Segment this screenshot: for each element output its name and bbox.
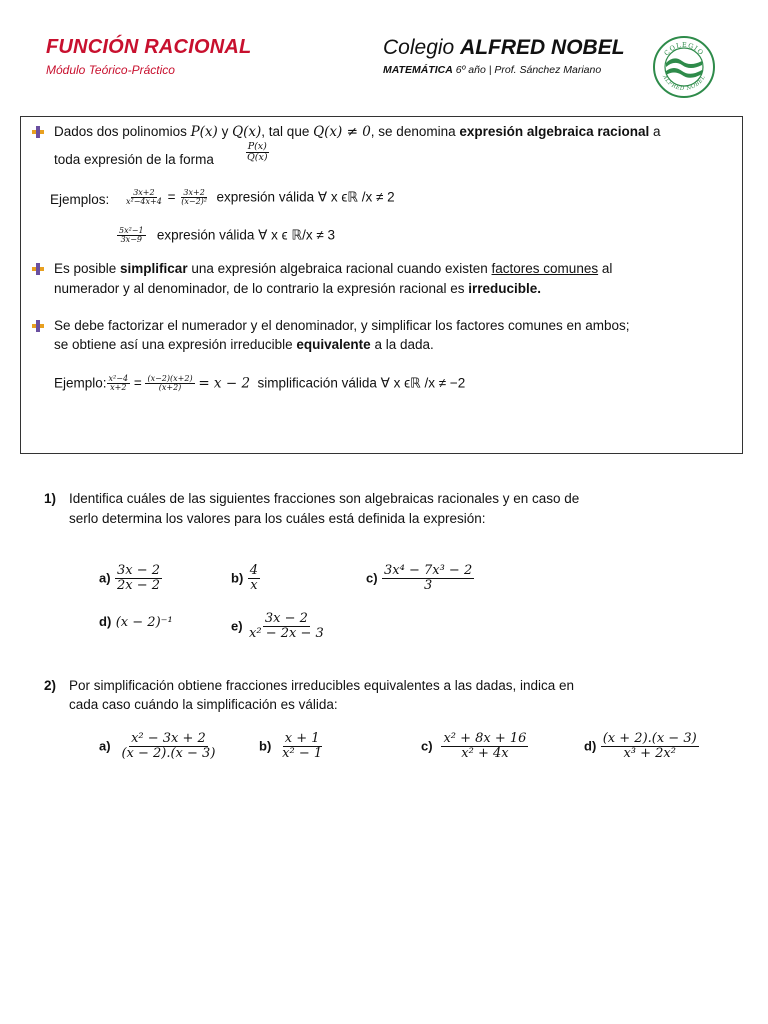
exercise-1-item-a: a) $\frac{3x - 2}{2x - 2}$ xyxy=(99,563,161,593)
example-3: Ejemplo: $\frac{\text{x²−4}}{x+2}$ = $\frac{(x-2)(x+2)}{(x+2)}$ = x − 2 simplificación válida ∀ x ϵℝ /x ≠ −2 xyxy=(54,374,466,393)
school-logo xyxy=(652,35,716,99)
factor-line-1: Se debe factorizar el numerador y el denominador, y simplificar los factores comunes en ambos; xyxy=(54,318,630,333)
exercise-2-item-b: b) $\frac{x + 1}{\text{x² − 1}}$ xyxy=(259,731,323,761)
examples-label: Ejemplos: xyxy=(50,192,110,207)
svg-text:COLEGIO xyxy=(663,41,706,57)
bullet-icon xyxy=(31,263,45,275)
school-name-bold: ALFRED NOBEL xyxy=(460,36,625,59)
exercise-2-item-c: c) $\frac{\text{x² + 8x + 16}}{\text{x² + 4x}}$ xyxy=(421,731,527,761)
page-subtitle: Módulo Teórico-Práctico xyxy=(46,63,175,77)
example-1: $\frac{3x+2}{\text{x²−4x+4}}$ = $\frac{3x+2}{\text{(x−2)²}}$ expresión válida ∀ x ϵℝ /x ≠ 2 xyxy=(126,188,395,207)
exercise-2-line-1: Por simplificación obtiene fracciones irreducibles equivalentes a las dadas, indica en xyxy=(69,678,575,693)
exercise-2-line-2: cada caso cuándo la simplificación es válida: xyxy=(69,697,338,712)
exercise-1-number: 1) xyxy=(44,491,57,506)
logo-emblem-top xyxy=(666,58,702,68)
simplify-line-1: Es posible simplificar una expresión algebraica racional cuando existen factores comunes al xyxy=(54,261,613,276)
exercise-2-item-d: d) $\frac{(x + 2).(x - 3)}{\text{x³ + 2x²}}$ xyxy=(584,731,697,761)
school-name xyxy=(383,36,625,60)
bullet-icon xyxy=(31,126,45,138)
logo-top-text: COLEGIO xyxy=(662,40,706,58)
definition-line-2: toda expresión de la forma xyxy=(54,152,214,167)
exercise-1-line-2: serlo determina los valores para los cuáles está definida la expresión: xyxy=(69,511,486,526)
factor-line-2: se obtiene así una expresión irreducible equivalente a la dada. xyxy=(54,337,434,352)
exercise-1-item-b: b) $\frac{4}{x}$ xyxy=(231,563,259,593)
logo-bottom-text: ALFRED NOBEL xyxy=(661,74,707,93)
subject-line xyxy=(383,64,601,76)
simplify-line-2: numerador y al denominador, de lo contrario la expresión racional es irreducible. xyxy=(54,281,542,296)
school-prefix: Colegio xyxy=(383,36,455,59)
page-title: FUNCIÓN RACIONAL xyxy=(46,36,252,58)
bullet-icon xyxy=(31,320,45,332)
exercise-1-line-1: Identifica cuáles de las siguientes fracciones son algebraicas racionales y en caso de xyxy=(69,491,580,506)
exercise-2-number: 2) xyxy=(44,678,57,693)
example-2: $\frac{\text{5x²−1}}{3x-9}$ expresión válida ∀ x ϵ ℝ/x ≠ 3 xyxy=(119,226,335,245)
exercise-1-item-e: e) $\frac{3x - 2}{\text{x² − 2x − 3}}$ xyxy=(231,611,324,641)
exercise-1-item-d: d) (x − 2)⁻¹ xyxy=(99,614,173,630)
grade-prof: 6º año | Prof. Sánchez Mariano xyxy=(455,64,602,76)
exercise-2-item-a: a) $\frac{\text{x² − 3x + 2}}{(x - 2).(x - 3)}$ xyxy=(99,731,216,761)
definition-line-1: Dados dos polinomios P(x) y Q(x), tal que Q(x) ≠ 0, se denomina expresión algebraica racional a xyxy=(54,124,661,140)
exercise-1-item-c: c) $\frac{\text{3x⁴ − 7x³ − 2}}{3}$ xyxy=(366,563,473,593)
definition-fraction: $\frac{P(x)}{Q(x)}$ xyxy=(247,141,268,163)
logo-emblem-bottom xyxy=(666,68,702,78)
subject: MATEMÁTICA xyxy=(383,64,453,76)
